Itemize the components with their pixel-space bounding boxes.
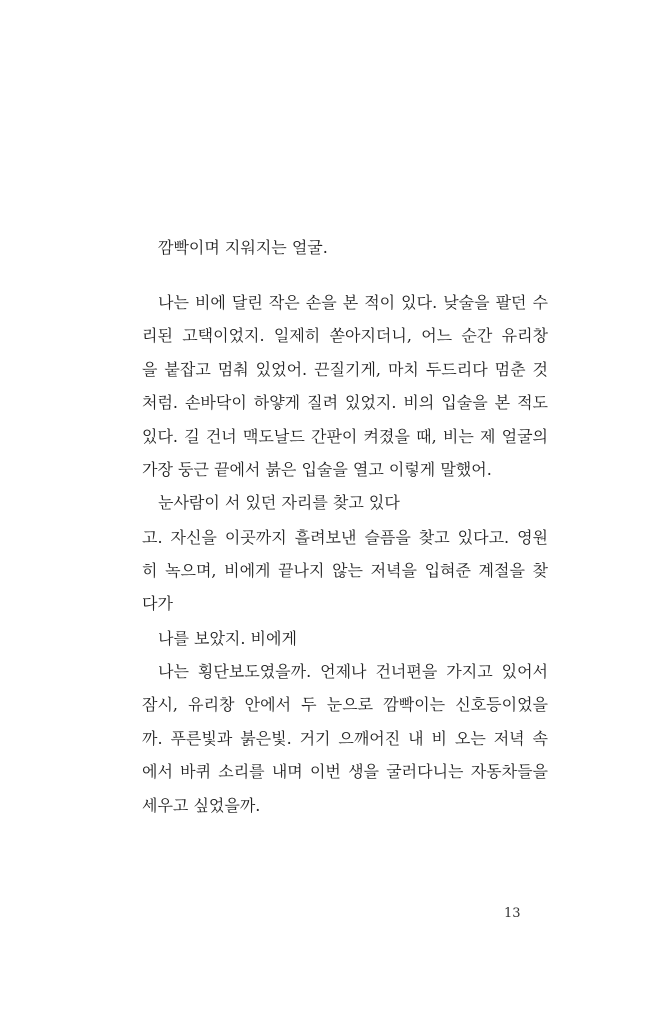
text-line: 있다. 길 건너 맥도날드 간판이 켜졌을 때, 비는 제 얼굴의 bbox=[142, 427, 548, 446]
page-number: 13 bbox=[504, 906, 521, 921]
text-line: 다가 bbox=[142, 594, 173, 613]
text-line: 에서 바퀴 소리를 내며 이번 생을 굴러다니는 자동차들을 bbox=[142, 762, 548, 781]
text-line: 까. 푸른빛과 붉은빛. 거기 으깨어진 내 비 오는 저녁 속 bbox=[142, 729, 548, 748]
text-line: 나는 횡단보도였을까. 언제나 건너편을 가지고 있어서 bbox=[158, 662, 548, 681]
text-line: 고. 자신을 이곳까지 흘려보낸 슬픔을 찾고 있다고. 영원 bbox=[142, 528, 548, 547]
text-line: 리된 고택이었지. 일제히 쏟아지더니, 어느 순간 유리창 bbox=[142, 326, 548, 345]
text-line: 처럼. 손바닥이 하얗게 질려 있었지. 비의 입술을 본 적도 bbox=[142, 393, 548, 412]
text-line: 가장 둥근 끝에서 붉은 입술을 열고 이렇게 말했어. bbox=[142, 460, 492, 479]
text-line: 세우고 싶었을까. bbox=[142, 796, 261, 815]
text-line: 나를 보았지. 비에게 bbox=[158, 629, 297, 648]
text-line: 나는 비에 달린 작은 손을 본 적이 있다. 낮술을 팔던 수 bbox=[158, 293, 548, 312]
text-line: 눈사람이 서 있던 자리를 찾고 있다 bbox=[158, 493, 400, 512]
text-line: 을 붙잡고 멈춰 있었어. 끈질기게, 마치 두드리다 멈춘 것 bbox=[142, 360, 548, 379]
text-line: 깜빡이며 지워지는 얼굴. bbox=[158, 238, 328, 257]
text-line: 잠시, 유리창 안에서 두 눈으로 깜빡이는 신호등이었을 bbox=[142, 695, 548, 714]
text-line: 히 녹으며, 비에게 끝나지 않는 저녁을 입혀준 계절을 찾 bbox=[142, 561, 548, 580]
